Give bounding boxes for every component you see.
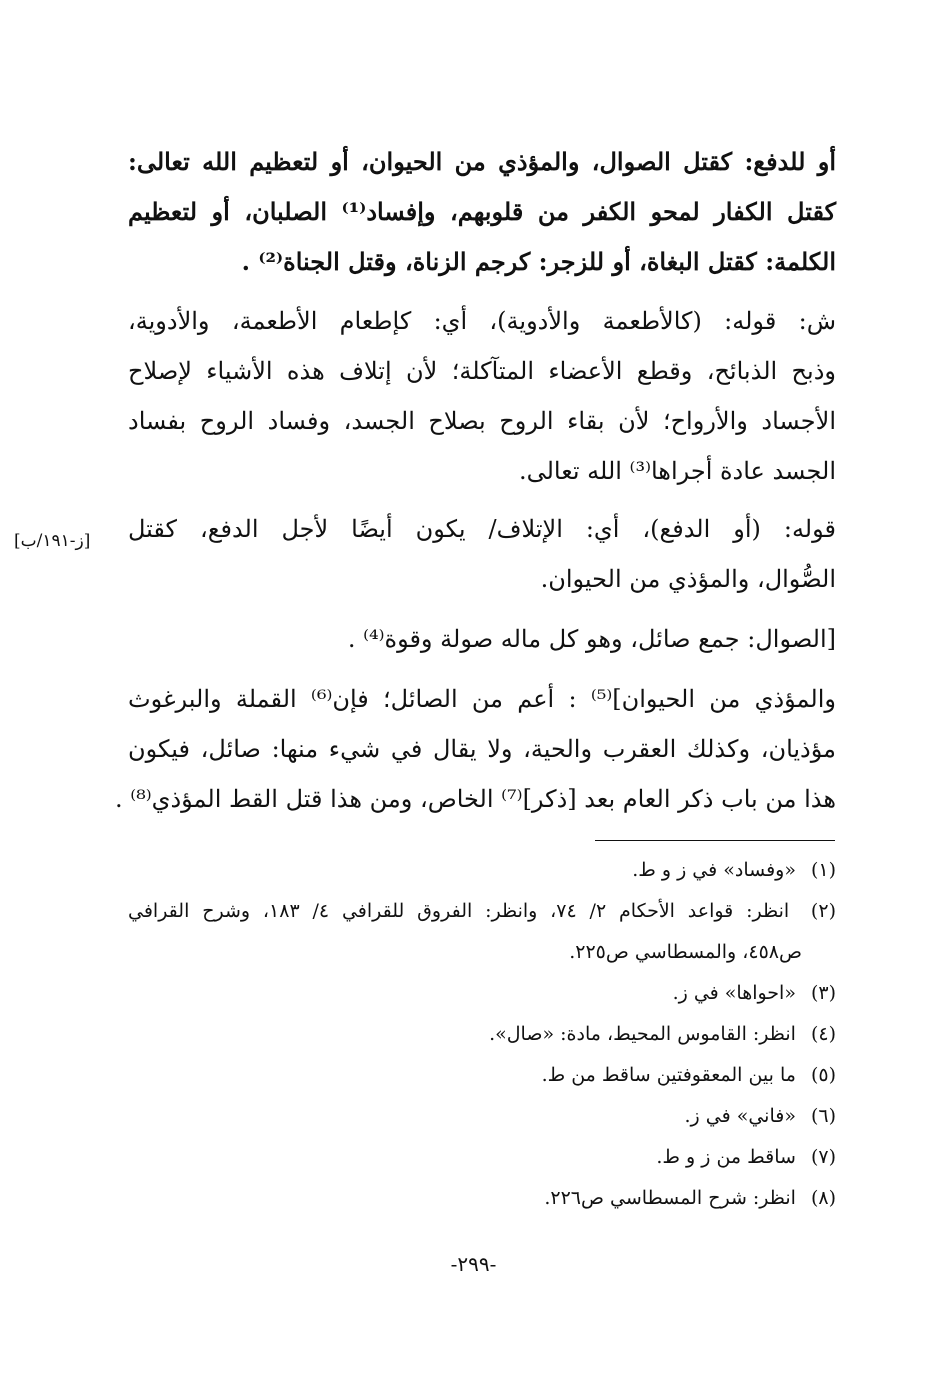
- text-line: كقتل الكفار لمحو الكفر من قلوبهم، وإفساد⁽¹⁾ الصلبان، أو لتعظيم: [128, 197, 837, 226]
- text-line: قوله: (أو الدفع)، أي: الإتلاف/ يكون أيضًا لأجل الدفع، كقتل: [128, 515, 836, 543]
- paragraph-1: [128, 137, 836, 287]
- page-number: -٢٩٩-: [450, 1252, 497, 1276]
- footnote-separator: [595, 840, 835, 841]
- footnote: [128, 891, 836, 932]
- footnote-text: ساقط من ز و ط.: [656, 1146, 796, 1168]
- footnote-text: «فاني» في ز.: [684, 1105, 796, 1127]
- footnote-number: (٧): [810, 1146, 836, 1168]
- footnote-text: ما بين المعقوفتين ساقط من ط.: [541, 1064, 796, 1086]
- text-line: [الصوال: جمع صائل، وهو كل ماله صولة وقوة⁽⁴⁾ .: [347, 625, 836, 653]
- footnotes: [128, 850, 836, 1219]
- footnote-number: (٨): [810, 1187, 836, 1209]
- footnote: [128, 850, 836, 891]
- text-line: الجسد عادة أجراها⁽³⁾ الله تعالى.: [518, 457, 836, 485]
- footnote-continuation: ص٤٥٨، والمسطاسي ص٢٢٥.: [569, 941, 802, 963]
- footnote: [128, 1096, 836, 1137]
- footnote: [128, 1055, 836, 1096]
- text-line: مؤذيان، وكذلك العقرب والحية، ولا يقال في شيء منها: صائل، فيكون: [128, 735, 836, 763]
- text-line: هذا من باب ذكر العام بعد [ذكر]⁽⁷⁾ الخاص، ومن هذا قتل القط المؤذي⁽⁸⁾ .: [115, 785, 836, 813]
- footnote-number: (١): [810, 859, 836, 881]
- text-line: الكلمة: كقتل البغاة، أو للزجر: كرجم الزناة، وقتل الجناة⁽²⁾ .: [241, 247, 836, 276]
- footnote-number: (٤): [810, 1023, 836, 1045]
- text-line: الأجساد والأرواح؛ لأن بقاء الروح بصلاح الجسد، وفساد الروح بفساد: [128, 407, 836, 435]
- footnote-text: انظر: شرح المسطاسي ص٢٢٦.: [544, 1187, 796, 1209]
- footnote-text: انظر: القاموس المحيط، مادة: «صال».: [489, 1023, 796, 1045]
- paragraph-3: [128, 504, 836, 604]
- footnote-text: «احواها» في ز.: [672, 982, 796, 1004]
- text-line: ش: قوله: (كالأطعمة والأدوية)، أي: كإطعام الأطعمة، والأدوية،: [128, 307, 836, 335]
- text-line: والمؤذي من الحيوان]⁽⁵⁾ : أعم من الصائل؛ فإن⁽⁶⁾ القملة والبرغوث: [128, 685, 836, 713]
- footnote-number: (٢): [810, 900, 836, 922]
- paragraph-2: [128, 296, 836, 496]
- footnote-number: (٣): [810, 982, 836, 1004]
- footnote-text: «وفساد» في ز و ط.: [632, 859, 796, 881]
- footnote: [128, 973, 836, 1014]
- footnote-number: (٥): [810, 1064, 836, 1086]
- paragraph-5: [115, 674, 836, 824]
- footnote: [128, 1178, 836, 1219]
- footnote-number: (٦): [810, 1105, 836, 1127]
- text-line: أو للدفع: كقتل الصوال، والمؤذي من الحيوان، أو لتعظيم الله تعالى:: [128, 147, 836, 176]
- text-line: وذبح الذبائح، وقطع الأعضاء المتآكلة؛ لأن إتلاف هذه الأشياء لإصلاح: [128, 357, 836, 385]
- margin-manuscript-ref: [ز-١٩١/ب]: [14, 531, 91, 551]
- footnote: [128, 1137, 836, 1178]
- footnote: [128, 1014, 836, 1055]
- footnote-text: انظر: قواعد الأحكام ٢/ ٧٤، وانظر: الفروق للقرافي ٤/ ١٨٣، وشرح القرافي: [128, 900, 790, 922]
- text-line: الصُّوال، والمؤذي من الحيوان.: [540, 565, 836, 593]
- paragraph-4: [128, 614, 836, 664]
